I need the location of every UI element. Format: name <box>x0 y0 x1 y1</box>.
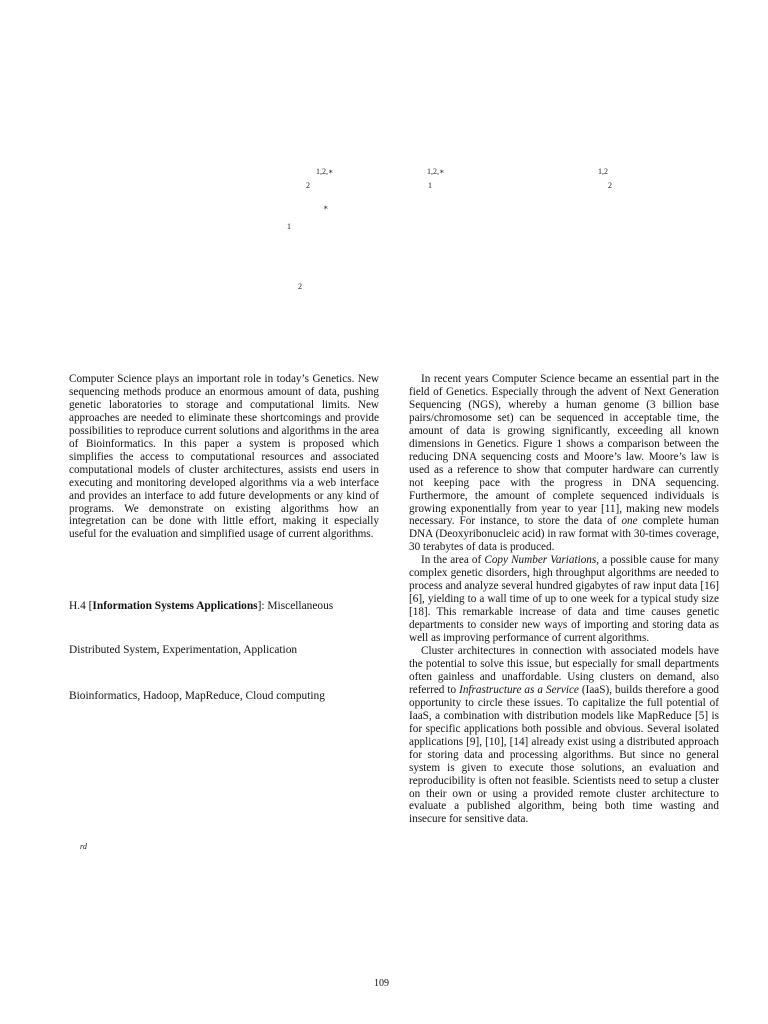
footnote-mark: rd <box>80 842 87 851</box>
page-number: 109 <box>374 978 389 989</box>
intro-paragraph-1: In recent years Computer Science became an essential part in the field of Genetics. Especially through the advent of Next Generation Sequencing (NGS), whereby a human genome (3 billion base pairs/chromosome set) can be sequenced in acceptable time, the amount of data is growing significantly, exceeding all known dimensions in Genetics. Figure 1 shows a comparison between the reducing DNA sequencing costs and Moore’s law. Moore’s law is used as a reference to show that computer hardware can currently not keeping pace with the progress in DNA sequencing. Furthermore, the amount of complete sequenced individuals is growing exponentially from year to year [11], making new models necessary. For instance, to store the data of one complete human DNA (Deoxyribonucleic acid) in raw format with 30-times coverage, 30 terabytes of data is produced. <box>409 373 720 554</box>
intro-paragraph-2: In the area of Copy Number Variations, a possible cause for many complex genetic disorders, high throughput algorithms are needed to process and analyze several hundred gigabytes of raw input data [16] [6], yielding to a wall time of up to one week for a typical study size [18]. This remarkable increase of data and time causes genetic departments to consider new ways of importing and storing data as well as improving performance of current algorithms. <box>409 554 719 645</box>
affiliation-mark: 2 <box>306 181 310 190</box>
affiliation-mark: 1,2,∗ <box>316 167 334 176</box>
abstract-text <box>69 373 379 541</box>
affiliation-mark: 2 <box>608 181 612 190</box>
affiliation-mark: 2 <box>298 282 302 291</box>
affiliation-mark: 1,2,∗ <box>427 167 445 176</box>
general-terms-line: Distributed System, Experimentation, Application <box>69 644 298 656</box>
abstract-paragraph: Computer Science plays an important role in today’s Genetics. New sequencing methods produce an enormous amount of data, pushing genetic laboratories to storage and computational limits. New approaches are needed to eliminate these shortcomings and provide possibilities to reproduce current solutions and algorithms in the area of Bioinformatics. In this paper a system is proposed which simplifies the access to computational resources and associated computational models of cluster architectures, assists end users in executing and monitoring developed algorithms via a web interface and provides an interface to add future developments or any kind of programs. We demonstrate on existing algorithms how an integretation can be done with little effort, making it especially useful for the evaluation and simplified usage of current algorithms. <box>69 373 379 541</box>
affiliation-mark: 1 <box>287 222 291 231</box>
category-name: Information Systems Applications <box>92 600 258 612</box>
introduction-text <box>409 373 719 826</box>
keywords-line: Bioinformatics, Hadoop, MapReduce, Cloud computing <box>69 690 325 702</box>
affiliation-mark: 1,2 <box>598 167 608 176</box>
affiliation-mark: ∗ <box>323 203 329 212</box>
affiliation-mark: 1 <box>428 181 432 190</box>
categories-line: H.4 [Information Systems Applications]: Miscellaneous <box>69 600 334 612</box>
intro-paragraph-3: Cluster architectures in connection with associated models have the potential to solve this issue, but especially for small departments often gainless and unaffordable. Using clusters on demand, also referred to Infrastructure as a Service (IaaS), builds therefore a good opportunity to circle these issues. To capitalize the full potential of IaaS, a combination with distribution models like MapReduce [5] is for specific applications both possible and obvious. Several isolated applications [9], [10], [14] already exist using a distributed approach for storing data and processing algorithms. But since no general system is given to execute those solutions, an evaluation and reproducibility is often not feasible. Scientists need to setup a cluster on their own or using a provided remote cluster architecture to evaluate a published algorithm, being both time wasting and insecure for sensitive data. <box>409 645 720 826</box>
